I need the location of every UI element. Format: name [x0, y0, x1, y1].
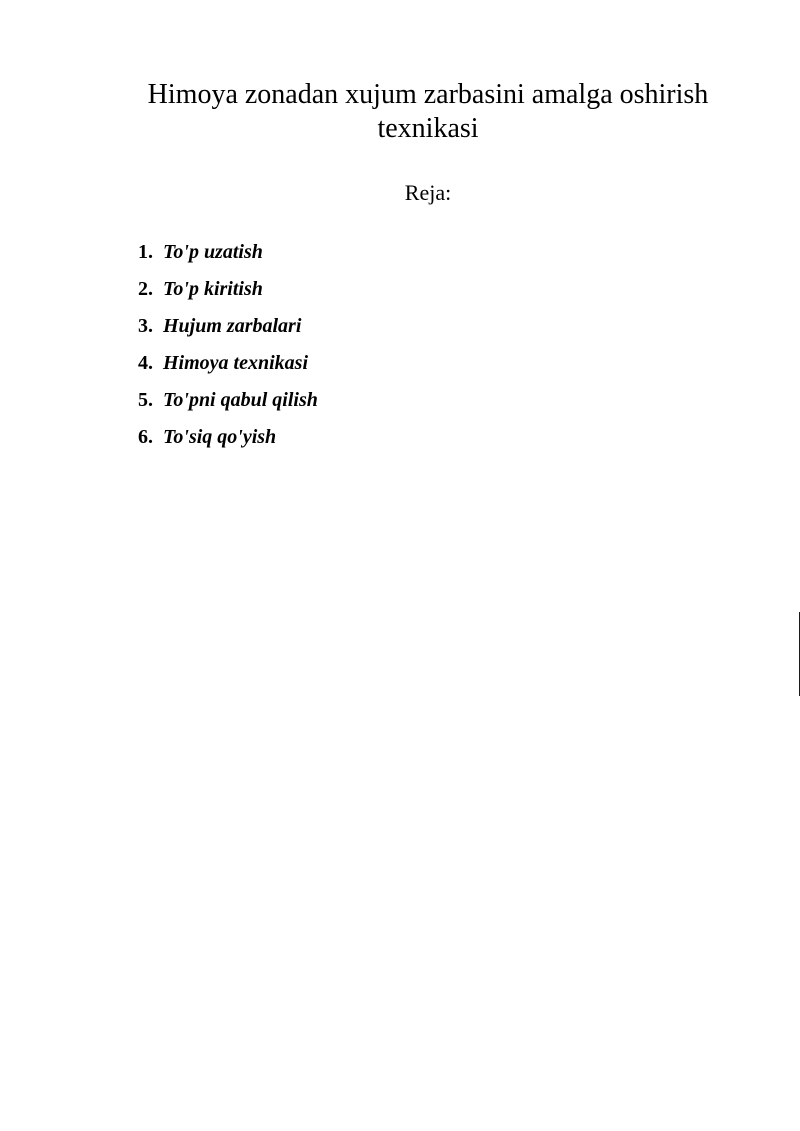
list-item-number: 4. — [138, 352, 153, 374]
document-title: Himoya zonadan xujum zarbasini amalga oshirish texnikasi — [147, 79, 709, 144]
list-item — [138, 386, 318, 423]
list-item-number: 3. — [138, 315, 153, 337]
list-item-text: To'p uzatish — [163, 241, 263, 263]
list-item — [138, 312, 318, 349]
list-item — [138, 275, 318, 312]
list-item — [138, 423, 318, 460]
list-item-text: To'pni qabul qilish — [163, 389, 318, 411]
list-item-text: To'siq qo'yish — [163, 426, 277, 448]
plan-list — [138, 238, 318, 460]
list-item-text: Hujum zarbalari — [163, 315, 302, 337]
list-item-number: 1. — [138, 241, 153, 263]
list-item — [138, 349, 318, 386]
list-item-number: 6. — [138, 426, 153, 448]
plan-heading: Reja: — [404, 180, 452, 205]
list-item — [138, 238, 318, 275]
list-item-number: 2. — [138, 278, 153, 300]
list-item-text: Himoya texnikasi — [163, 352, 308, 374]
list-item-text: To'p kiritish — [163, 278, 263, 300]
list-item-number: 5. — [138, 389, 153, 411]
